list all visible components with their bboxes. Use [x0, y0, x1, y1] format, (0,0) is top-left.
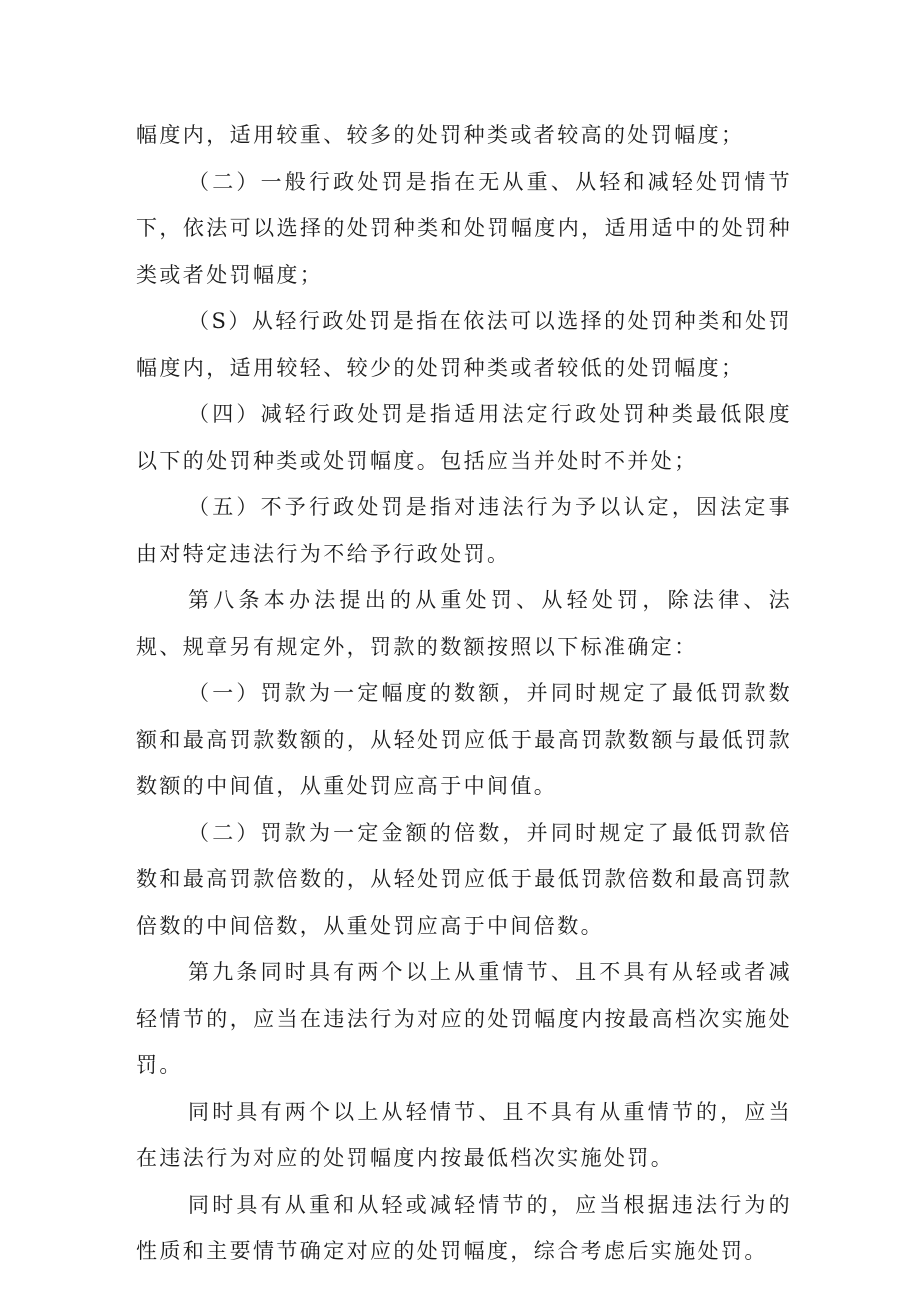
paragraph-article-9-mixed: 同时具有从重和从轻或减轻情节的，应当根据违法行为的性质和主要情节确定对应的处罚幅度，综合考虑后实施处罚。 [136, 1192, 792, 1263]
paragraph-article-9-lighter: 同时具有两个以上从轻情节、且不具有从重情节的，应当在违法行为对应的处罚幅度内按最低档次实施处罚。 [136, 1099, 792, 1170]
paragraph-article-8: 第八条本办法提出的从重处罚、从轻处罚，除法律、法规、规章另有规定外，罚款的数额按照以下标准确定： [136, 588, 792, 659]
paragraph-no-penalty: （五）不予行政处罚是指对违法行为予以认定，因法定事由对特定违法行为不给予行政处罚。 [136, 495, 792, 566]
paragraph-lighter-penalty: （S）从轻行政处罚是指在依法可以选择的处罚种类和处罚幅度内，适用较轻、较少的处罚种类或者较低的处罚幅度； [136, 309, 792, 380]
paragraph-article-8-item-1: （一）罚款为一定幅度的数额，并同时规定了最低罚款数额和最高罚款数额的，从轻处罚应低于最高罚款数额与最低罚款数额的中间值，从重处罚应高于中间值。 [136, 681, 792, 798]
paragraph-article-8-item-2: （二）罚款为一定金额的倍数，并同时规定了最低罚款倍数和最高罚款倍数的，从轻处罚应低于最低罚款倍数和最高罚款倍数的中间倍数，从重处罚应高于中间倍数。 [136, 820, 792, 938]
paragraph-article-9: 第九条同时具有两个以上从重情节、且不具有从轻或者减轻情节的，应当在违法行为对应的处罚幅度内按最高档次实施处罚。 [136, 960, 792, 1077]
document-body [136, 112, 792, 1275]
paragraph-general-penalty: （二）一般行政处罚是指在无从重、从轻和减轻处罚情节下，依法可以选择的处罚种类和处罚幅度内，适用适中的处罚种类或者处罚幅度； [136, 169, 792, 287]
paragraph-reduced-penalty: （四）减轻行政处罚是指适用法定行政处罚种类最低限度以下的处罚种类或处罚幅度。包括应当并处时不并处； [136, 402, 792, 473]
paragraph-continuation: 幅度内，适用较重、较多的处罚种类或者较高的处罚幅度； [136, 123, 745, 147]
